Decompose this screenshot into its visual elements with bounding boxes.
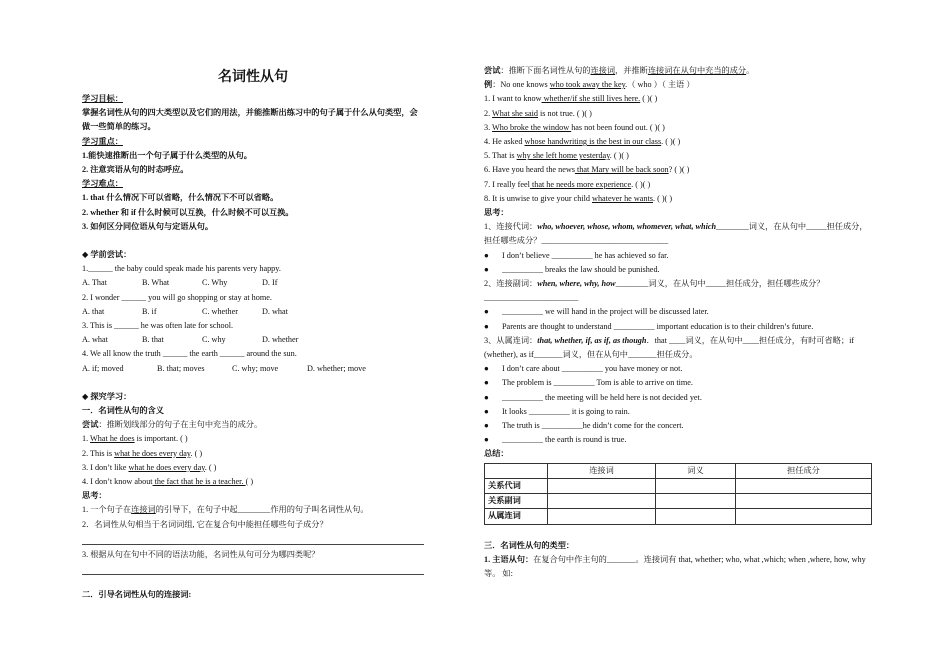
text: . ( )( ) (609, 151, 629, 161)
text: 在复合句中作主句的_______。连接词有 that, whether; who, what ,which; when ,where, how, why 等。 如: (484, 554, 866, 578)
text: ? ( )( ) (668, 165, 690, 175)
difficulty-1: 1. that 什么情况下可以省略，什么情况下不可以省略。 (82, 193, 279, 203)
try-label: 尝试 (484, 66, 501, 75)
exercise-3 (484, 121, 870, 135)
bullet-icon: ● (484, 321, 489, 331)
underlined-clause: whether/if she still lives here. (541, 94, 641, 104)
text: . ( )( ) (631, 179, 651, 189)
underlined-clause: the fact that he is a teacher. (152, 477, 246, 487)
option: D. whether (262, 335, 299, 345)
table-header: 担任成分 (735, 463, 871, 478)
answer-line (82, 562, 424, 575)
text: . ( )( ) (652, 193, 673, 203)
underlined-term: 连接词 (131, 505, 156, 515)
option: D. If (262, 278, 278, 288)
bullet-item (484, 419, 870, 433)
bullet-item (484, 249, 870, 263)
table-row (485, 478, 872, 493)
explore-heading: ◆ 探究学习： (82, 391, 132, 401)
text: . ( )( ) (661, 137, 681, 147)
bullet-item (484, 362, 870, 376)
option: A. what (82, 335, 108, 345)
underlined-clause: what he does every day (114, 448, 191, 458)
example-label: 例 (484, 80, 493, 90)
text: 1. 一个句子在 (82, 505, 132, 515)
text: ( ) (245, 477, 254, 487)
text: 2. (484, 108, 493, 118)
try-text: ：推断划线部分的句子在主句中充当的成分。 (98, 420, 263, 430)
text: 2、连接副词： (484, 279, 538, 289)
row-label: 关系代词 (485, 478, 548, 493)
text: The problem is __________ Tom is able to arrive on time. (502, 378, 693, 388)
text: I don’t care about __________ you have money or not. (502, 364, 683, 374)
bullet-icon: ● (484, 264, 489, 274)
text: ：推断下面名词性从句的 (500, 66, 591, 75)
underlined-clause: whatever he wants (592, 193, 653, 203)
example-sentence (484, 78, 870, 92)
underlined-clause: What he does (90, 434, 135, 444)
text: 7. I really feel (484, 179, 530, 189)
think-3: 3. 根据从句在句中不同的语法功能，名词性从句可分为哪四类呢？ (82, 549, 320, 559)
text: 4. I don’t know about (82, 477, 153, 487)
row-label: 从属连词 (485, 509, 548, 524)
text: I don’t believe __________ he has achieved so far. (502, 250, 669, 260)
text: 的引导下，在句子中起________作用的句子叫名词性从句。 (155, 505, 369, 515)
text: 5. That is (484, 151, 517, 161)
page-title: 名词性从句 (218, 69, 288, 85)
row-label: 关系副词 (485, 494, 548, 509)
question-1-options (82, 276, 424, 290)
exercise-1 (484, 92, 870, 106)
bullet-icon: ● (484, 250, 489, 260)
bullet-icon: ● (484, 307, 489, 317)
underlined-clause: that Mary will be back soon (574, 165, 669, 175)
bullet-icon: ● (484, 421, 489, 431)
text: ，并推断 (615, 66, 648, 75)
difficulty-2: 2. whether 和 if 什么时候可以互换，什么时候不可以互换。 (82, 207, 294, 217)
text: . ( ) (204, 462, 217, 472)
option: B. What (142, 278, 170, 288)
option: A. if; moved (82, 363, 124, 373)
try-label: 尝试 (82, 420, 99, 430)
text: Parents are thought to understand __________ important education is to their children’s future. (502, 321, 814, 331)
option: C. Why (202, 278, 228, 288)
text: 3. I don’t like (82, 462, 129, 472)
bullet-icon: ● (484, 364, 489, 374)
try-instruction (82, 418, 424, 432)
exercise-6 (484, 163, 870, 177)
option: B. if (142, 306, 157, 316)
connective-pronouns (484, 220, 870, 248)
section-2-heading: 二．引导名词性从句的连接词: (82, 590, 192, 600)
key-points-heading: 学习重点： (82, 136, 123, 146)
pre-study-heading: ◆ 学前尝试： (82, 250, 132, 260)
exercise-4 (484, 135, 870, 149)
underlined-clause: who took away the key (549, 80, 626, 90)
text: 。 (746, 66, 755, 75)
underlined-clause: What she said (492, 108, 538, 118)
text: .（ who ）（ 主语 ） (625, 80, 695, 90)
bullet-icon: ● (484, 378, 489, 388)
exercise-7 (484, 178, 870, 192)
think-heading: 思考： (82, 491, 107, 501)
think-1 (82, 503, 424, 517)
summary-table (484, 463, 872, 525)
option: A. that (82, 306, 105, 316)
summary-heading: 总结： (484, 449, 509, 459)
bullet-item (484, 391, 870, 405)
sentence-2 (82, 447, 424, 461)
table-cell[interactable] (548, 509, 656, 524)
underlined-clause: why she left home yesterday (516, 151, 610, 161)
right-think-heading: 思考： (484, 208, 509, 218)
text: 3. (484, 122, 493, 132)
bullet-item (484, 376, 870, 390)
sentence-3 (82, 461, 424, 475)
question-4: 4. We all know the truth ______ the earth ______ around the sun. (82, 349, 297, 359)
goals-heading: 学习目标： (82, 94, 123, 103)
text: 1、连接代词： (484, 222, 538, 232)
table-row (485, 509, 872, 524)
sentence-4 (82, 475, 424, 489)
word-list: when, where, why, how (537, 279, 616, 289)
text: 4. He asked (484, 137, 525, 147)
question-3-options (82, 333, 424, 347)
text: __________ the meeting will be held here is not decided yet. (502, 392, 702, 402)
text: 2. This is (82, 448, 115, 458)
right-try-instruction (484, 64, 870, 78)
bullet-item (484, 433, 870, 447)
key-point-1: 1.能快速推断出一个句子属于什么类型的从句。 (82, 150, 252, 160)
difficulty-3: 3. 如何区分同位语从句与定语从句。 (82, 221, 214, 231)
left-column (82, 0, 424, 602)
text: is important. ( ) (134, 434, 188, 444)
text: The truth is __________he didn’t come for the concert. (502, 421, 684, 431)
answer-line (82, 532, 424, 545)
think-2: 2．名词性从句相当于名词词组, 它在复合句中能担任哪些句子成分？ (82, 519, 328, 529)
text: ．that ____词义，在从句中____担任成分，有时可省略；if (whether), as if_______词义，但在从句中_______担任成分。 (484, 335, 855, 360)
goals-text: 掌握名词性从句的四大类型以及它们的用法，并能推断出练习中的句子属于什么从句类型，会做一些简单的练习。 (82, 108, 418, 132)
question-2-options (82, 305, 424, 319)
table-cell[interactable] (548, 494, 656, 509)
table-cell[interactable] (548, 478, 656, 493)
option: C. why; move (232, 363, 279, 373)
word-list: that, whether, if, as if, as though (537, 335, 647, 345)
subject-clause-text (484, 553, 870, 581)
text: is not true. ( )( ) (537, 108, 592, 118)
option: C. why (202, 335, 226, 345)
exercise-8 (484, 192, 870, 206)
exercise-5 (484, 149, 870, 163)
text: ________词义，在从句中_____担任成分，担任哪些成分？_______________________________ (484, 222, 868, 246)
question-3: 3. This is ______ he was often late for school. (82, 321, 234, 331)
table-header-row (485, 463, 872, 478)
underlined-clause: whose handwriting is the best in our class (524, 137, 662, 147)
underlined-clause: Who broke the window (492, 122, 572, 132)
underlined-clause: what he does every day (128, 462, 205, 472)
subordinate-conjunctions (484, 334, 870, 362)
section-1-heading: 一．名词性从句的含义 (82, 406, 164, 416)
table-row (485, 494, 872, 509)
bullet-icon: ● (484, 392, 489, 402)
text: __________ the earth is round is true. (502, 435, 627, 445)
option: D. what (262, 306, 288, 316)
question-2: 2. I wonder ______ you will go shopping or stay at home. (82, 292, 272, 302)
text: __________ we will hand in the project will be discussed later. (502, 307, 709, 317)
table-cell[interactable] (656, 494, 736, 509)
text: 6. Have you heard the news (484, 165, 575, 175)
table-cell[interactable] (735, 494, 871, 509)
text: has not been found out. ( )( ) (571, 122, 665, 132)
table-header: 词义 (656, 463, 736, 478)
option: C. whether (202, 306, 238, 316)
right-column (484, 64, 870, 581)
option: B. that; moves (157, 363, 205, 373)
bullet-item (484, 320, 870, 334)
option: D. whether; move (307, 363, 366, 373)
exercise-2 (484, 107, 870, 121)
table-cell[interactable] (735, 478, 871, 493)
text: 1. (82, 434, 91, 444)
text: ：No one knows (492, 80, 550, 90)
option: B. that (142, 335, 164, 345)
table-header: 连接词 (548, 463, 656, 478)
table-header (485, 463, 548, 478)
text: 3、从属连词： (484, 335, 538, 345)
word-list: who, whoever, whose, whom, whomever, what, which (537, 222, 717, 232)
underlined-term: 连接词 (590, 66, 616, 75)
table-cell[interactable] (656, 509, 736, 524)
option: A. That (82, 278, 107, 288)
bullet-item (484, 305, 870, 319)
text: . ( ) (190, 448, 203, 458)
question-4-options (82, 362, 424, 376)
table-cell[interactable] (656, 478, 736, 493)
text: 1. I want to know (484, 94, 542, 104)
sentence-1 (82, 432, 424, 446)
bullet-icon: ● (484, 435, 489, 445)
underlined-clause: that he needs more experience (529, 179, 632, 189)
underlined-term: 连接词在从句中充当的成分 (647, 66, 747, 75)
text: It looks __________ it is going to rain. (502, 406, 630, 416)
subject-clause-label: 1. 主语从句： (484, 554, 534, 564)
question-1: 1.______ the baby could speak made his parents very happy. (82, 264, 281, 274)
connective-adverbs (484, 277, 870, 305)
bullet-item (484, 263, 870, 277)
text: 8. It is unwise to give your child (484, 193, 593, 203)
key-point-2: 2. 注意宾语从句的时态呼应。 (82, 165, 189, 175)
section-3-heading: 三．名词性从句的类型： (484, 540, 575, 550)
bullet-icon: ● (484, 406, 489, 416)
bullet-item (484, 405, 870, 419)
table-cell[interactable] (735, 509, 871, 524)
text: __________ breaks the law should be punished. (502, 264, 660, 274)
difficulties-heading: 学习难点： (82, 179, 123, 189)
text: ( )( ) (640, 94, 658, 104)
text: ________词义，在从句中_____担任成分，担任哪些成分？_______________________ (484, 279, 825, 303)
